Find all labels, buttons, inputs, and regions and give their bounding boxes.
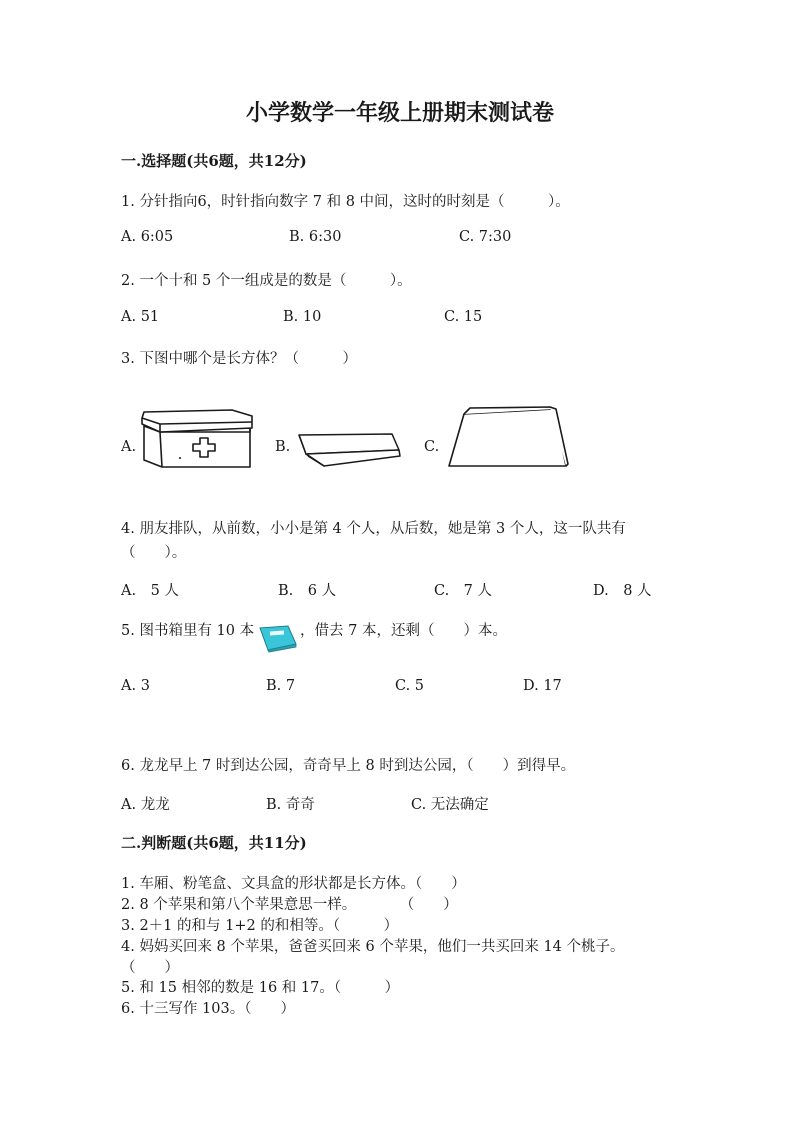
judgment-item-1: 1. 车厢、粉笔盒、文具盒的形状都是长方体。（ ） — [121, 876, 466, 892]
judgment-item-4-bracket: （ ） — [121, 960, 179, 976]
flat-slab-icon — [296, 432, 404, 470]
q3-option-a: A. — [121, 439, 137, 455]
question-6: 6. 龙龙早上 7 时到达公园，奇奇早上 8 时到达公园，（ ）到得早。 — [121, 758, 576, 774]
section-heading-judgment: 二.判断题(共6题，共11分) — [121, 834, 307, 852]
page-title: 小学数学一年级上册期末测试卷 — [245, 100, 554, 126]
q5-option-c: C. 5 — [395, 678, 425, 694]
q4-option-d: D. 8 人 — [593, 583, 652, 599]
first-aid-box-icon — [140, 408, 255, 468]
section-heading-choice: 一.选择题(共6题，共12分) — [121, 152, 307, 170]
q3-option-c: C. — [424, 439, 440, 455]
q4-option-b: B. 6 人 — [278, 583, 337, 599]
book-icon — [258, 624, 298, 652]
judgment-item-2: 2. 8 个苹果和第八个苹果意思一样。 （ ） — [121, 897, 458, 913]
question-5-part1: 5. 图书箱里有 10 本 — [121, 623, 255, 639]
q6-option-c: C. 无法确定 — [411, 797, 489, 813]
q2-option-a: A. 51 — [121, 309, 160, 325]
q1-option-a: A. 6:05 — [121, 229, 174, 245]
q4-option-c: C. 7 人 — [434, 583, 493, 599]
trapezoid-prism-icon — [446, 406, 570, 470]
question-3: 3. 下图中哪个是长方体？（ ） — [121, 351, 357, 367]
judgment-item-5: 5. 和 15 相邻的数是 16 和 17。（ ） — [121, 980, 400, 996]
q5-option-d: D. 17 — [523, 678, 562, 694]
judgment-item-4: 4. 妈妈买回来 8 个苹果，爸爸买回来 6 个苹果，他们一共买回来 14 个桃子。 — [121, 939, 625, 955]
question-4-line1: 4. 朋友排队，从前数，小小是第 4 个人，从后数，她是第 3 个人，这一队共有 — [121, 521, 626, 537]
q1-option-c: C. 7:30 — [459, 229, 512, 245]
judgment-item-3: 3. 2＋1 的和与 1+2 的和相等。（ ） — [121, 918, 399, 934]
q6-option-b: B. 奇奇 — [266, 797, 315, 813]
question-4-line2: （ ）。 — [121, 545, 187, 561]
question-1: 1. 分针指向6，时针指向数字 7 和 8 中间，这时的时刻是（ ）。 — [121, 194, 570, 210]
q4-option-a: A. 5 人 — [121, 583, 179, 599]
q5-option-a: A. 3 — [121, 678, 150, 694]
q6-option-a: A. 龙龙 — [121, 797, 170, 813]
q3-option-b: B. — [275, 439, 291, 455]
judgment-item-6: 6. 十三写作 103。（ ） — [121, 1001, 295, 1017]
q1-option-b: B. 6:30 — [289, 229, 342, 245]
question-5-part2: ，借去 7 本，还剩（ ）本。 — [300, 623, 507, 639]
q2-option-c: C. 15 — [444, 309, 483, 325]
question-2: 2. 一个十和 5 个一组成是的数是（ ）。 — [121, 273, 412, 289]
q2-option-b: B. 10 — [283, 309, 322, 325]
q5-option-b: B. 7 — [266, 678, 296, 694]
